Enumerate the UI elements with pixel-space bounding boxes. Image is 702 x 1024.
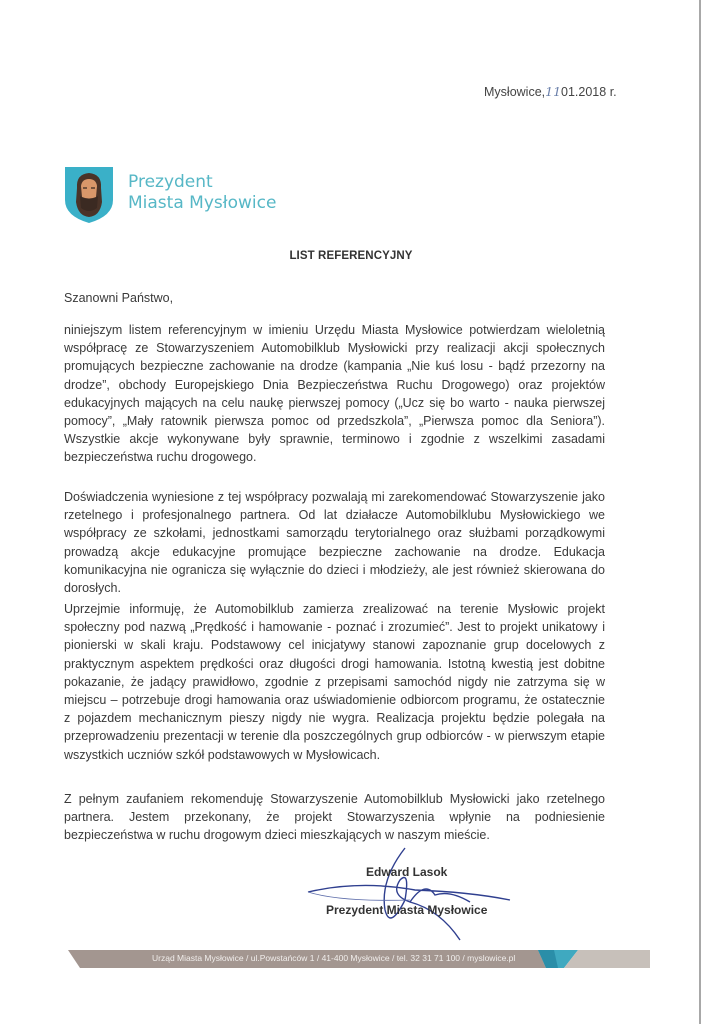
- paragraph-3: Uprzejmie informuję, że Automobilklub zamierza zrealizować na terenie Mysłowic projekt społeczny pod nazwą „Prędkość i hamowanie - poznać i zrozumieć”. Jest to projekt unikatowy i pionierski w skali kraju. Podstawowy cel inicjatywy stanowi zapoznanie grup docelowych z praktycznym aspektem prędkości oraz długości drogi hamowania. Istotną kwestią jest dobitne pokazanie, że jadący prawidłowo, zgodnie z przepisami samochód nigdy nie zatrzyma się w miejscu – potrzebuje drogi hamowania oraz uświadomienie odbiorcom programu, że ostatecznie z pojazdem mechanicznym pieszy nigdy nie wygra. Realizacja projektu będzie polegała na przeprowadzeniu prezentacji w terenie dla poszczególnych grup odbiorców - w pierwszym etapie wszystkich uczniów szkół podstawowych w Mysłowicach.: [64, 602, 605, 762]
- signatory-name: Edward Lasok: [366, 865, 448, 879]
- letter-footer: [68, 950, 668, 968]
- document-title: LIST REFERENCYJNY: [289, 250, 413, 262]
- footer-contact-text: Urząd Miasta Mysłowice / ul.Powstańców 1 / 41-400 Mysłowice / tel. 32 31 71 100 / myslowice.pl: [152, 953, 516, 963]
- date-day-handwritten: 11: [545, 84, 562, 99]
- salutation: Szanowni Państwo,: [64, 291, 174, 305]
- signatory-role: Prezydent Miasta Mysłowice: [326, 903, 488, 917]
- page-edge-line: [699, 0, 701, 1024]
- paragraph-1: niniejszym listem referencyjnym w imieniu Urzędu Miasta Mysłowice potwierdzam wieloletnią współpracę ze Stowarzyszeniem Automobilklub Mysłowicki przy realizacji akcji społecznych promujących bezpieczne zachowanie na drodze (kampania „Nie kuś losu - bądź przezorny na drodze”, obchody Europejskiego Dnia Bezpieczeństwa Ruchu Drogowego) oraz projektów edukacyjnych mających na celu naukę pierwszej pomocy („Ucz się bo warto - nauka pierwszej pomocy”, „Mały ratownik pierwsza pomoc od przedszkola”, „Pierwsza pomoc dla Seniora”). Wszystkie akcje wykonywane były sprawnie, terminowo i zgodnie z wszelkimi zasadami bezpieczeństwa ruchu drogowego.: [64, 323, 605, 465]
- handwritten-signature: [300, 840, 520, 950]
- logo-line-1: Prezydent: [128, 172, 213, 192]
- place-date: [484, 84, 617, 99]
- logo-line-2: Miasta Mysłowice: [128, 193, 277, 213]
- letterhead-logo: [64, 166, 294, 226]
- paragraph-2: Doświadczenia wyniesione z tej współpracy pozwalają mi zarekomendować Stowarzyszenie jako rzetelnego i profesjonalnego partnera. Od lat działacze Automobilklubu Mysłowickiego we współpracy ze szkołami, jednostkami samorządu terytorialnego oraz służbami porządkowymi prowadzą akcje edukacyjne promujące bezpieczne zachowanie na drodze. Edukacja komunikacyjna nie ogranicza się wyłącznie do dzieci i młodzieży, ale jest również skierowana do dorosłych.: [64, 490, 605, 596]
- date-city: Mysłowice,: [484, 85, 546, 99]
- logo-text: [128, 172, 276, 214]
- paragraph-4: Z pełnym zaufaniem rekomenduję Stowarzyszenie Automobilklub Mysłowicki jako rzetelnego partnera. Jestem przekonany, że projekt Stowarzyszenia wpłynie na podniesienie bezpieczeństwa w ruchu drogowym dzieci mieszkających w naszym mieście.: [64, 792, 605, 843]
- date-rest: 01.2018 r.: [561, 85, 617, 99]
- bearded-man-crest-icon: [64, 166, 114, 224]
